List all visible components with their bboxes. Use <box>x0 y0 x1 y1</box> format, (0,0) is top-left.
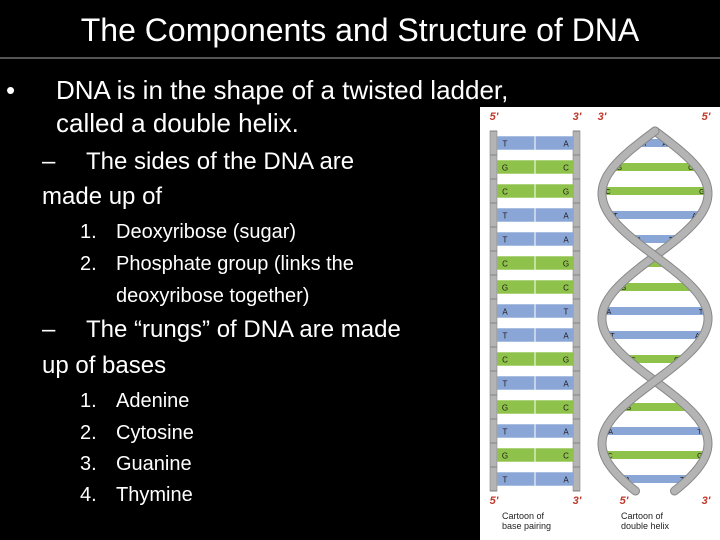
base-letter: C <box>563 283 569 293</box>
base-letter: A <box>563 475 569 485</box>
base-letter: T <box>502 427 508 437</box>
helix-base-letter: G <box>674 357 680 364</box>
list-item-text: Cytosine <box>116 422 194 444</box>
helix-base-letter: A <box>692 213 697 220</box>
base-letter: C <box>563 403 569 413</box>
list-item-text: Guanine <box>116 453 192 475</box>
helix-base-letter: G <box>626 405 632 412</box>
base-letter: T <box>502 475 508 485</box>
helix-base-letter: G <box>621 285 627 292</box>
helix-base-letter: C <box>607 453 613 460</box>
strand-end-label: 3' <box>701 495 711 507</box>
base-letter: A <box>563 235 569 245</box>
base-letter: G <box>562 355 570 365</box>
helix-base-letter: T <box>697 429 702 436</box>
slide-title: The Components and Structure of DNA <box>80 12 640 48</box>
base-letter: C <box>502 259 508 269</box>
list-item-text: Thymine <box>116 484 193 506</box>
base-letter: T <box>502 139 508 149</box>
base-letter: G <box>562 259 570 269</box>
base-letter: G <box>501 163 509 173</box>
helix-base-letter: A <box>606 309 612 316</box>
helix-base-letter: T <box>613 213 618 220</box>
base-letter: G <box>562 187 570 197</box>
caption-left: base pairing <box>502 521 552 531</box>
helix-base-letter: C <box>688 165 694 172</box>
base-letter: T <box>502 379 508 389</box>
caption-right: Cartoon of <box>621 511 664 521</box>
main-bullet-symbol: • <box>6 75 16 105</box>
list-item-number: 4. <box>80 484 97 506</box>
list-item-number: 1. <box>80 390 97 412</box>
base-letter: C <box>563 163 569 173</box>
helix-base-letter: T <box>680 477 685 484</box>
list-item-text: Phosphate group (links the <box>116 253 354 275</box>
sub-bullet-1-dash: – <box>42 148 56 175</box>
sub-bullet-1-line-2: made up of <box>42 183 163 210</box>
base-letter: C <box>502 355 508 365</box>
strand-end-label: 3' <box>572 111 582 123</box>
strand-end-label: 3' <box>572 495 582 507</box>
helix-base-letter: A <box>662 141 668 148</box>
strand-end-label: 5' <box>701 111 711 123</box>
base-letter: C <box>502 187 508 197</box>
helix-base-letter: A <box>608 429 613 436</box>
list-item-number: 2. <box>80 253 97 275</box>
dna-illustration <box>480 107 720 540</box>
sub-bullet-2-line-2: up of bases <box>42 352 167 379</box>
helix-base-letter: A <box>625 477 631 484</box>
base-letter: A <box>563 211 569 221</box>
sub-bullet-2-line-1: The “rungs” of DNA are made <box>86 316 401 343</box>
base-letter: G <box>501 283 509 293</box>
list-item-number: 3. <box>80 453 97 475</box>
base-letter: T <box>502 235 508 245</box>
caption-left: Cartoon of <box>502 511 545 521</box>
list-item-text: Deoxyribose (sugar) <box>116 221 297 243</box>
base-letter: A <box>563 331 569 341</box>
helix-base-letter: A <box>636 237 642 244</box>
dna-figure <box>480 107 720 540</box>
title-divider <box>0 57 720 59</box>
left-backbone <box>490 131 497 491</box>
base-letter: T <box>563 307 569 317</box>
caption-right: double helix <box>621 521 670 531</box>
helix-base-letter: C <box>605 189 611 196</box>
base-letter: T <box>502 331 508 341</box>
sub-bullet-1-line-1: The sides of the DNA are <box>86 148 355 175</box>
helix-base-letter: A <box>695 333 700 340</box>
helix-base-letter: C <box>630 357 636 364</box>
base-letter: A <box>502 307 508 317</box>
helix-base-letter: G <box>699 189 705 196</box>
main-bullet-line-2: called a double helix. <box>56 108 299 138</box>
strand-end-label: 5' <box>619 495 629 507</box>
helix-base-letter: T <box>610 333 615 340</box>
base-letter: C <box>563 451 569 461</box>
strand-end-label: 5' <box>489 495 499 507</box>
helix-base-letter: G <box>616 165 623 172</box>
list-item-text: Adenine <box>116 390 190 412</box>
base-letter: A <box>563 139 569 149</box>
list-item-number: 2. <box>80 422 97 444</box>
helix-base-letter: T <box>643 141 648 148</box>
main-bullet-line-1: DNA is in the shape of a twisted ladder, <box>56 75 509 105</box>
helix-base-letter: T <box>668 237 674 244</box>
strand-end-label: 3' <box>597 111 607 123</box>
base-letter: G <box>501 451 509 461</box>
base-letter: T <box>502 211 508 221</box>
base-letter: G <box>501 403 509 413</box>
right-backbone <box>573 131 580 491</box>
list-item-number: 1. <box>80 221 97 243</box>
helix-base-letter: G <box>697 453 703 460</box>
helix-base-letter: T <box>698 309 704 316</box>
sub-bullet-2-dash: – <box>42 316 56 343</box>
strand-end-label: 5' <box>489 111 499 123</box>
list-item-text-continued: deoxyribose together) <box>116 285 310 307</box>
base-letter: A <box>563 427 569 437</box>
base-letter: A <box>563 379 569 389</box>
